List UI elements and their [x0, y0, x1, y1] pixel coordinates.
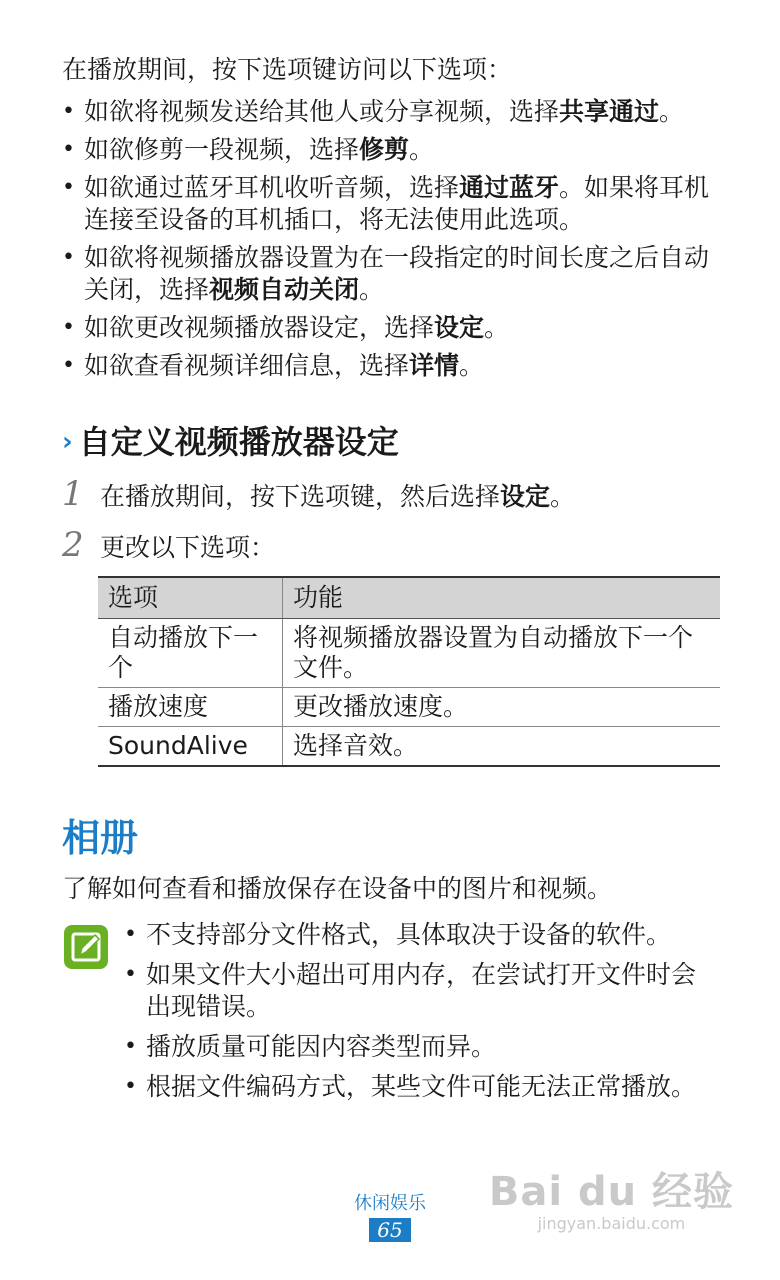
table-cell: 选择音效。 — [283, 727, 721, 767]
column-header-function: 功能 — [283, 577, 721, 619]
table-row — [98, 688, 720, 727]
subsection-title: 自定义视频播放器设定 — [78, 423, 399, 461]
page-number: 65 — [369, 1218, 410, 1242]
list-item: • 如欲通过蓝牙耳机收听音频，选择通过蓝牙。如果将耳机连接至设备的耳机插口，将无法使用此选项。 — [62, 172, 722, 236]
table-header-row — [98, 577, 720, 619]
step-text: 更改以下选项： — [100, 533, 276, 562]
playback-options-list — [62, 96, 722, 382]
list-item: • 如欲修剪一段视频，选择修剪。 — [62, 134, 722, 166]
list-item: • 如欲查看视频详细信息，选择详情。 — [62, 350, 722, 382]
list-item: • 如果文件大小超出可用内存，在尝试打开文件时会出现错误。 — [124, 959, 704, 1023]
table-cell: 播放速度 — [98, 688, 283, 727]
list-item: • 如欲将视频发送给其他人或分享视频，选择共享通过。 — [62, 96, 722, 128]
playback-options-intro: 在播放期间，按下选项键访问以下选项： — [62, 55, 513, 84]
table-row — [98, 619, 720, 688]
subsection-heading — [62, 422, 722, 462]
table-cell: 更改播放速度。 — [283, 688, 721, 727]
step-number: 2 — [62, 525, 84, 565]
list-item: • 根据文件编码方式，某些文件可能无法正常播放。 — [124, 1071, 704, 1103]
step-text: 在播放期间，按下选项键，然后选择设定。 — [100, 482, 576, 511]
step-number: 1 — [62, 474, 84, 514]
section-title: 相册 — [62, 816, 139, 860]
note-pencil-icon — [62, 923, 110, 971]
table-row — [98, 727, 720, 767]
table-cell: SoundAlive — [98, 727, 283, 767]
list-item: • 如欲更改视频播放器设定，选择设定。 — [62, 312, 722, 344]
manual-page — [62, 52, 722, 1111]
step-1 — [62, 474, 722, 515]
list-item: • 播放质量可能因内容类型而异。 — [124, 1031, 704, 1063]
list-item: • 如欲将视频播放器设置为在一段指定的时间长度之后自动关闭，选择视频自动关闭。 — [62, 242, 722, 306]
table-cell: 将视频播放器设置为自动播放下一个文件。 — [283, 619, 721, 688]
baidu-watermark — [489, 1170, 734, 1234]
step-2 — [62, 525, 722, 566]
watermark-logo: Bai du 经验 — [488, 1169, 734, 1215]
note-block — [62, 919, 722, 1111]
watermark-url: jingyan.baidu.com — [537, 1214, 686, 1233]
section-intro: 了解如何查看和播放保存在设备中的图片和视频。 — [62, 874, 613, 903]
column-header-option: 选项 — [98, 577, 283, 619]
table-cell: 自动播放下一个 — [98, 619, 283, 688]
notes-list — [124, 919, 704, 1111]
list-item: • 不支持部分文件格式，具体取决于设备的软件。 — [124, 919, 704, 951]
chevron-right-icon: › — [62, 427, 73, 457]
chapter-label: 休闲娱乐 — [354, 1193, 426, 1214]
options-table — [98, 576, 720, 767]
